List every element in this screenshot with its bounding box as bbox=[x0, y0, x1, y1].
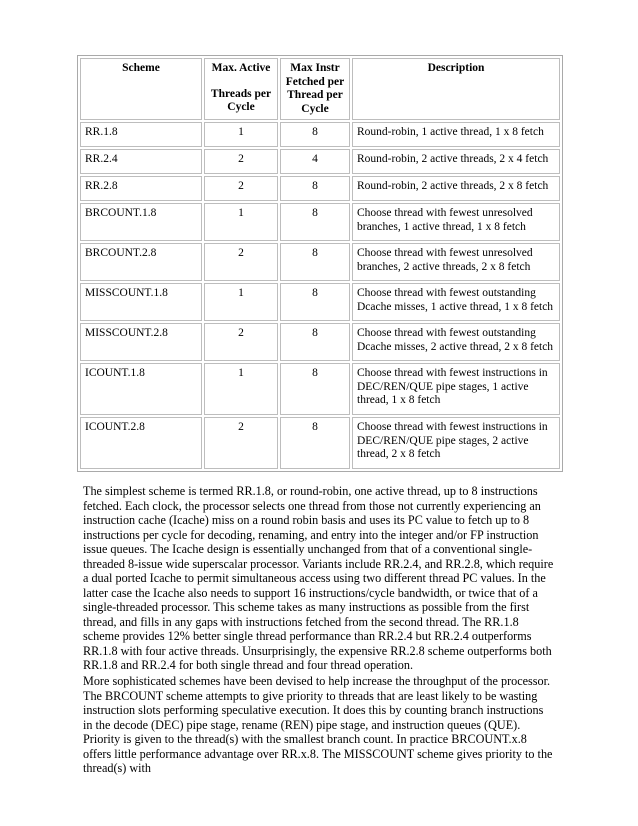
table-row bbox=[80, 363, 560, 415]
header-max-active-line2: Threads per Cycle bbox=[210, 87, 272, 113]
table-row bbox=[80, 323, 560, 361]
body-paragraph: The simplest scheme is termed RR.1.8, or round-robin, one active thread, up to 8 instructions fetched. Each clock, the processor selects one thread from those not currently experiencing an instruction cache (Icache) miss on a round robin basis and uses its PC value to fetch up to 8 instructions per cycle for decoding, renaming, and entry into the integer and/or FP instruction issue queues. The Icache design is essentially unchanged from that of a conventional single-threaded 8-issue wide superscalar processor. Variants include RR.2.4, and RR.2.8, which require a dual ported Icache to permit simultaneous access using two different thread PC values. In the latter case the Icache also needs to support 16 instructions/cycle bandwidth, or twice that of a single-threaded processor. This scheme takes as many instructions as possible from the first thread, and fills in any gaps with instructions fetched from the second thread. The RR.1.8 scheme provides 12% better single thread performance than RR.2.4 but RR.2.4 outperforms RR.1.8 with four active threads. Unsurprisingly, the expensive RR.2.8 scheme outperforms both RR.1.8 and RR.2.4 for both single thread and four thread operation. bbox=[83, 484, 554, 672]
header-description: Description bbox=[352, 58, 560, 120]
fetch-count-cell: 8 bbox=[280, 323, 350, 361]
body-paragraph: More sophisticated schemes have been devised to help increase the throughput of the processor. The BRCOUNT scheme attempts to give priority to threads that are least likely to be wasting instruction slots performing speculative execution. It does this by counting branch instructions in the decode (DEC) pipe stage, rename (REN) pipe stage, and instruction queues (QUE). Priority is given to the thread(s) with the smallest branch count. In practice BRCOUNT.x.8 offers little performance advantage over RR.x.8. The MISSCOUNT scheme gives priority to the thread(s) with bbox=[83, 674, 553, 775]
header-max-fetch: Max Instr Fetched per Thread per Cycle bbox=[280, 58, 350, 120]
fetch-scheme-table bbox=[77, 55, 563, 472]
fetch-count-cell: 8 bbox=[280, 283, 350, 321]
fetch-count-cell: 8 bbox=[280, 243, 350, 281]
scheme-cell: ICOUNT.2.8 bbox=[80, 417, 202, 469]
description-cell: Round-robin, 2 active threads, 2 x 8 fetch bbox=[352, 176, 560, 201]
active-threads-cell: 2 bbox=[204, 417, 278, 469]
fetch-count-cell: 4 bbox=[280, 149, 350, 174]
table-row bbox=[80, 149, 560, 174]
description-cell: Choose thread with fewest outstanding Dcache misses, 2 active thread, 2 x 8 fetch bbox=[352, 323, 560, 361]
description-cell: Choose thread with fewest instructions in DEC/REN/QUE pipe stages, 2 active thread, 2 x 8 fetch bbox=[352, 417, 560, 469]
active-threads-cell: 1 bbox=[204, 283, 278, 321]
description-cell: Choose thread with fewest unresolved branches, 2 active threads, 2 x 8 fetch bbox=[352, 243, 560, 281]
fetch-count-cell: 8 bbox=[280, 203, 350, 241]
fetch-count-cell: 8 bbox=[280, 417, 350, 469]
table-header-row bbox=[80, 58, 560, 120]
table-row bbox=[80, 243, 560, 281]
table-row bbox=[80, 203, 560, 241]
header-max-active bbox=[204, 58, 278, 120]
active-threads-cell: 2 bbox=[204, 243, 278, 281]
scheme-cell: ICOUNT.1.8 bbox=[80, 363, 202, 415]
active-threads-cell: 2 bbox=[204, 323, 278, 361]
active-threads-cell: 1 bbox=[204, 203, 278, 241]
table-row bbox=[80, 417, 560, 469]
active-threads-cell: 2 bbox=[204, 176, 278, 201]
description-cell: Choose thread with fewest instructions in DEC/REN/QUE pipe stages, 1 active thread, 1 x 8 fetch bbox=[352, 363, 560, 415]
scheme-cell: MISSCOUNT.1.8 bbox=[80, 283, 202, 321]
description-cell: Round-robin, 1 active thread, 1 x 8 fetch bbox=[352, 122, 560, 147]
fetch-count-cell: 8 bbox=[280, 176, 350, 201]
scheme-cell: MISSCOUNT.2.8 bbox=[80, 323, 202, 361]
header-max-active-line1: Max. Active bbox=[211, 62, 271, 74]
scheme-cell: RR.1.8 bbox=[80, 122, 202, 147]
scheme-cell: BRCOUNT.2.8 bbox=[80, 243, 202, 281]
fetch-count-cell: 8 bbox=[280, 363, 350, 415]
description-cell: Choose thread with fewest unresolved branches, 1 active thread, 1 x 8 fetch bbox=[352, 203, 560, 241]
fetch-count-cell: 8 bbox=[280, 122, 350, 147]
header-scheme: Scheme bbox=[80, 58, 202, 120]
active-threads-cell: 1 bbox=[204, 122, 278, 147]
scheme-cell: RR.2.4 bbox=[80, 149, 202, 174]
table-row bbox=[80, 283, 560, 321]
active-threads-cell: 1 bbox=[204, 363, 278, 415]
table-row bbox=[80, 176, 560, 201]
scheme-cell: BRCOUNT.1.8 bbox=[80, 203, 202, 241]
description-cell: Round-robin, 2 active threads, 2 x 4 fetch bbox=[352, 149, 560, 174]
active-threads-cell: 2 bbox=[204, 149, 278, 174]
table-row bbox=[80, 122, 560, 147]
description-cell: Choose thread with fewest outstanding Dcache misses, 1 active thread, 1 x 8 fetch bbox=[352, 283, 560, 321]
scheme-cell: RR.2.8 bbox=[80, 176, 202, 201]
